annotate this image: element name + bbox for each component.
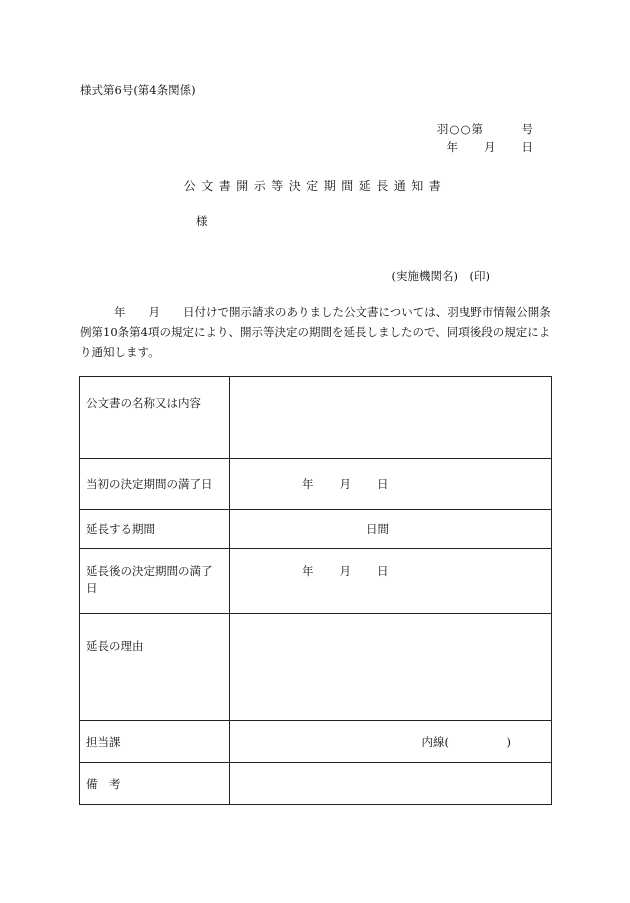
table-row [80,614,552,721]
row-value-original-deadline: 年 月 日 [230,459,552,510]
table-row [80,549,552,614]
row-value-extension-reason [230,614,552,721]
table-row [80,721,552,763]
row-label-department: 担当課 [80,721,230,763]
table-row [80,459,552,510]
document-date: 年 月 日 [446,140,534,154]
row-label-original-deadline: 当初の決定期間の満了日 [80,459,230,510]
notice-body-text: 年 月 日付けで開示請求のありました公文書については、羽曳野市情報公開条例第10条第4項の規定により、開示等決定の期間を延長しましたので、同項後段の規定により通知します。 [80,305,551,359]
document-title: 公文書開示等決定期間延長通知書 [183,179,447,193]
agency-name-seal: (実施機関名) (印) [391,269,490,283]
table-row [80,377,552,459]
table-row [80,510,552,549]
row-label-extension-reason: 延長の理由 [80,614,230,721]
row-value-remarks [230,763,552,805]
row-label-extended-deadline: 延長後の決定期間の満了日 [80,549,230,614]
form-number: 様式第6号(第4条関係) [80,83,196,97]
row-label-extension-period: 延長する期間 [80,510,230,549]
row-label-document-name: 公文書の名称又は内容 [80,377,230,459]
recipient-honorific: 様 [196,214,208,228]
notice-details-table [79,376,552,805]
row-value-extension-number: 内線( ) [230,721,552,763]
row-value-document-name [230,377,552,459]
document-number: 羽○○第 号 [436,122,534,136]
row-value-extension-period: 日間 [230,510,552,549]
table-row [80,763,552,805]
row-label-remarks: 備 考 [80,763,230,805]
row-value-extended-deadline: 年 月 日 [230,549,552,614]
